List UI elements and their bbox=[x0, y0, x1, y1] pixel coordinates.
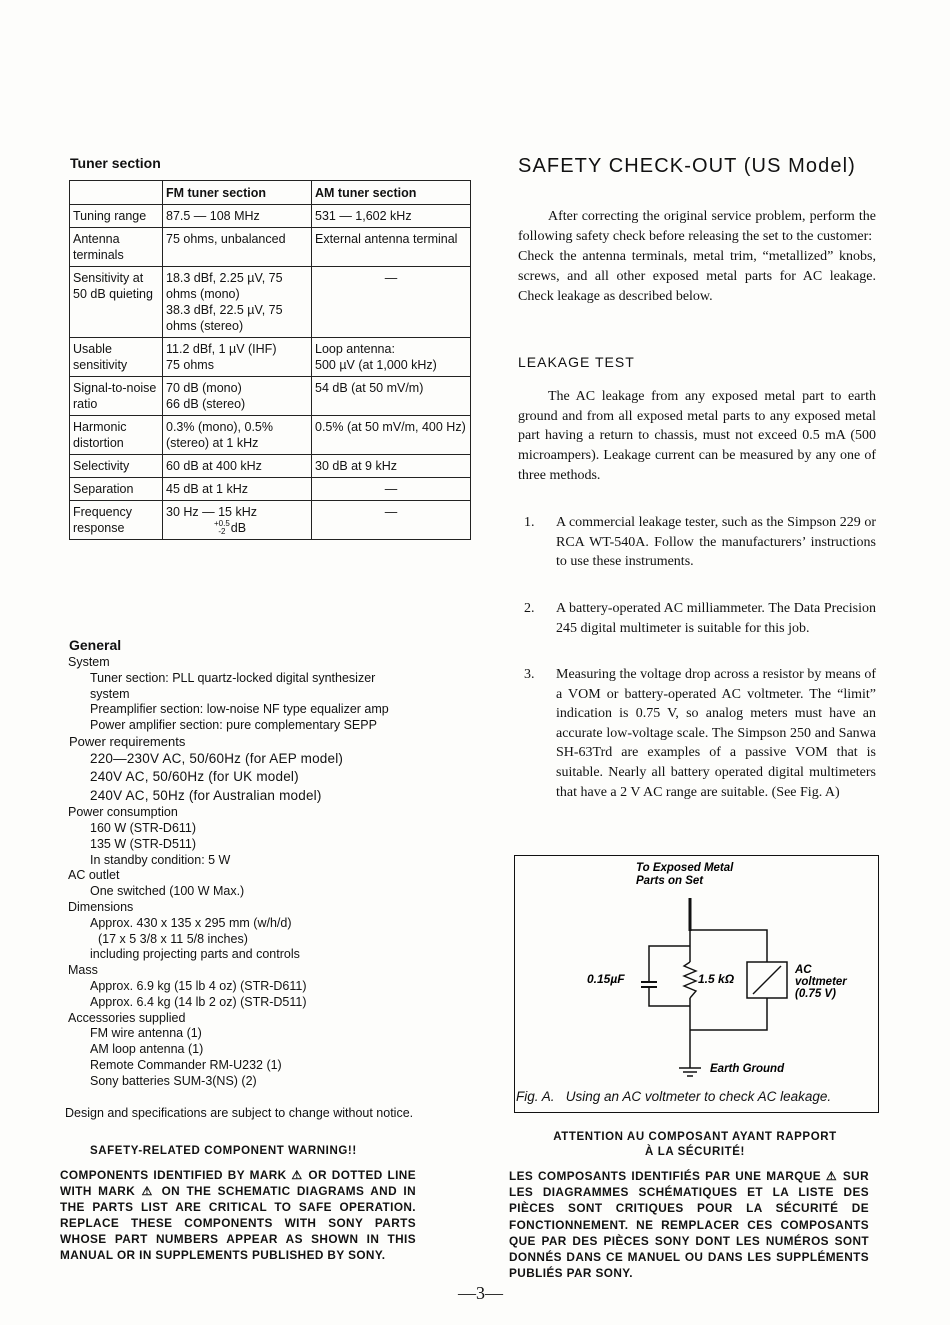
tolerance-unit: dB bbox=[230, 521, 247, 535]
ground-label: Earth Ground bbox=[710, 1063, 785, 1075]
tuner-spec-table bbox=[69, 180, 471, 540]
capacitor-wire-bottom bbox=[649, 987, 690, 1006]
table-row bbox=[70, 478, 471, 501]
meter-label-line2: voltmeter bbox=[795, 976, 847, 988]
spec-line: AM loop antenna (1) bbox=[90, 1042, 204, 1057]
spec-line: Tuner section: PLL quartz-locked digital synthesizer bbox=[90, 670, 376, 685]
am-value-cell: — bbox=[312, 478, 471, 501]
am-value-cell: 54 dB (at 50 mV/m) bbox=[312, 377, 471, 416]
tolerance-minus: -2 bbox=[218, 527, 226, 536]
spec-line: One switched (100 W Max.) bbox=[90, 884, 245, 899]
spec-line: AC outlet bbox=[68, 868, 120, 883]
am-value-cell: — bbox=[312, 501, 471, 540]
fm-value-cell: 0.3% (mono), 0.5% (stereo) at 1 kHz bbox=[163, 416, 312, 455]
fm-value-cell: 30 Hz — 15 kHz +0.5 -2 dB bbox=[163, 501, 312, 540]
spec-line: Accessories supplied bbox=[68, 1010, 186, 1025]
general-section-title: General bbox=[69, 637, 122, 653]
table-header-cell bbox=[70, 181, 163, 205]
am-value-cell: 0.5% (at 50 mV/m, 400 Hz) bbox=[312, 416, 471, 455]
attention-body: LES COMPOSANTS IDENTIFIÉS PAR UNE MARQUE ⚠ SUR LES DIAGRAMMES SCHÉMATIQUES ET LA LISTE DES PIÈCES SONT CRITIQUES POUR LA SÉCURITÉ DE FONCTIONNEMENT. NE REMPLACER CES COMPOSANTS QUE PAR DES PIÈCES SONY DONT LES NUMÉROS SONT DONNÉS DANS CE MANUEL OU DANS LES SUPPLÉMENTS PUBLIÉS PAR SONY. bbox=[509, 1169, 869, 1281]
table-header-cell: AM tuner section bbox=[312, 181, 471, 205]
tolerance-plus: +0.5 bbox=[214, 519, 230, 528]
fm-value-cell: 45 dB at 1 kHz bbox=[163, 478, 312, 501]
spec-line: System bbox=[68, 655, 110, 669]
table-body bbox=[70, 205, 471, 540]
tolerance-stack bbox=[214, 520, 230, 536]
row-label-cell: Selectivity bbox=[70, 455, 163, 478]
safety-warning-title: SAFETY-RELATED COMPONENT WARNING!! bbox=[90, 1145, 357, 1157]
spec-line: Power requirements bbox=[69, 733, 186, 749]
method-number: 3. bbox=[524, 667, 535, 682]
resistor-label: 1.5 kΩ bbox=[698, 972, 735, 986]
meter-label-line3: (0.75 V) bbox=[795, 988, 836, 1000]
method-number: 2. bbox=[524, 601, 535, 616]
method-number: 1. bbox=[524, 515, 535, 530]
leakage-circuit-diagram bbox=[515, 856, 878, 1112]
spec-line: 240V AC, 50Hz (for Australian model) bbox=[90, 787, 322, 803]
spec-line: Sony batteries SUM-3(NS) (2) bbox=[90, 1073, 257, 1088]
row-label-cell: Antenna terminals bbox=[70, 228, 163, 267]
spec-line: 160 W (STR-D611) bbox=[90, 821, 197, 836]
spec-line: In standby condition: 5 W bbox=[90, 852, 231, 867]
table-row bbox=[70, 416, 471, 455]
table-row bbox=[70, 455, 471, 478]
table-row bbox=[70, 338, 471, 377]
attention-title-line2: À LA SÉCURITÉ! bbox=[645, 1146, 745, 1158]
meter-wire-top bbox=[690, 930, 767, 962]
figure-caption bbox=[516, 1089, 831, 1104]
top-label-line2: Parts on Set bbox=[636, 875, 704, 887]
am-value-cell: External antenna terminal bbox=[312, 228, 471, 267]
attention-title bbox=[515, 1130, 875, 1160]
spec-line: FM wire antenna (1) bbox=[90, 1026, 202, 1041]
am-value-cell: 531 — 1,602 kHz bbox=[312, 205, 471, 228]
freq-tolerance bbox=[166, 520, 308, 536]
capacitor-label: 0.15µF bbox=[587, 972, 625, 986]
attention-title-line1: ATTENTION AU COMPOSANT AYANT RAPPORT bbox=[553, 1131, 837, 1143]
fm-value-cell: 70 dB (mono) 66 dB (stereo) bbox=[163, 377, 312, 416]
safety-checkout-title: SAFETY CHECK-OUT (US Model) bbox=[518, 155, 856, 177]
spec-line: Preamplifier section: low-noise NF type equalizer amp bbox=[90, 702, 389, 717]
fm-value-cell: 18.3 dBf, 2.25 µV, 75 ohms (mono) 38.3 dBf, 22.5 µV, 75 ohms (stereo) bbox=[163, 267, 312, 338]
tuner-section-title: Tuner section bbox=[70, 155, 161, 171]
top-label-line1: To Exposed Metal bbox=[636, 862, 734, 874]
fm-value-cell: 60 dB at 400 kHz bbox=[163, 455, 312, 478]
spec-line: 240V AC, 50/60Hz (for UK model) bbox=[90, 769, 299, 785]
row-label-cell: Separation bbox=[70, 478, 163, 501]
row-label-cell: Signal-to-noise ratio bbox=[70, 377, 163, 416]
leakage-test-title: LEAKAGE TEST bbox=[518, 354, 635, 370]
table-row bbox=[70, 228, 471, 267]
leakage-test-intro: The AC leakage from any exposed metal part to earth ground and from all exposed metal parts to any exposed metal part having a return to chassis, must not exceed 0.5 mA (500 microampers). Leakage current can be measured by any one of three methods. bbox=[518, 389, 876, 483]
spec-line: Approx. 6.4 kg (14 lb 2 oz) (STR-D511) bbox=[90, 994, 307, 1009]
spec-line: Power amplifier section: pure complementary SEPP bbox=[90, 718, 377, 733]
row-label-cell: Tuning range bbox=[70, 205, 163, 228]
am-value-cell: 30 dB at 9 kHz bbox=[312, 455, 471, 478]
row-label-cell: Sensitivity at 50 dB quieting bbox=[70, 267, 163, 338]
am-value-cell: Loop antenna: 500 µV (at 1,000 kHz) bbox=[312, 338, 471, 377]
safety-checkout-intro bbox=[518, 207, 876, 307]
figure-caption-text: Using an AC voltmeter to check AC leakage. bbox=[565, 1089, 832, 1104]
meter-label-line1: AC bbox=[795, 964, 812, 976]
page-number: —3— bbox=[458, 1283, 503, 1303]
method-text: A battery-operated AC milliammeter. The Data Precision 245 digital multimeter is suitable for this job. bbox=[556, 601, 876, 636]
safety-warning-body: COMPONENTS IDENTIFIED BY MARK ⚠ OR DOTTED LINE WITH MARK ⚠ ON THE SCHEMATIC DIAGRAMS AND IN THE PARTS LIST ARE CRITICAL TO SAFE OPERATION. REPLACE THESE COMPONENTS WITH SONY PARTS WHOSE PART NUMBERS APPEAR AS SHOWN IN THIS MANUAL OR IN SUPPLEMENTS PUBLISHED BY SONY. bbox=[60, 1168, 416, 1262]
spec-line: 220—230V AC, 50/60Hz (for AEP model) bbox=[90, 750, 344, 766]
table-row bbox=[70, 377, 471, 416]
row-label-cell: Harmonic distortion bbox=[70, 416, 163, 455]
table-row bbox=[70, 267, 471, 338]
method-item bbox=[518, 599, 876, 638]
method-text: A commercial leakage tester, such as the Simpson 229 or RCA WT-540A. Follow the manufacturers’ instructions to use these instruments. bbox=[556, 515, 876, 570]
method-item bbox=[518, 513, 876, 572]
design-note: Design and specifications are subject to change without notice. bbox=[65, 1106, 414, 1120]
am-value-cell: — bbox=[312, 267, 471, 338]
fm-value-cell: 87.5 — 108 MHz bbox=[163, 205, 312, 228]
fm-value-cell: 75 ohms, unbalanced bbox=[163, 228, 312, 267]
spec-line: system bbox=[90, 686, 130, 701]
spec-line: Approx. 6.9 kg (15 lb 4 oz) (STR-D611) bbox=[90, 979, 307, 994]
spec-line: Mass bbox=[68, 963, 98, 978]
intro-paragraph: After correcting the original service problem, perform the following safety check before releasing the set to the customer: bbox=[518, 209, 876, 244]
table-row bbox=[70, 205, 471, 228]
spec-line: Dimensions bbox=[68, 900, 134, 915]
figure-a-box bbox=[514, 855, 879, 1113]
table-row bbox=[70, 501, 471, 540]
meter-wire-bottom bbox=[690, 998, 767, 1030]
spec-line: including projecting parts and controls bbox=[90, 947, 300, 962]
voltmeter-needle bbox=[753, 966, 781, 994]
fm-value-cell: 11.2 dBf, 1 µV (IHF) 75 ohms bbox=[163, 338, 312, 377]
method-text: Measuring the voltage drop across a resistor by means of a VOM or battery-operated AC voltmeter. The “limit” indication is 0.75 V, so analog meters must have an accurate low-voltage scale. The Simpson 250 and Sanwa SH-63Trd are examples of a passive VOM that is suitable. Nearly all battery operated digital multimeters that have a 2 V AC range are suitable. (See Fig. A) bbox=[556, 667, 876, 800]
spec-line: Power consumption bbox=[68, 805, 178, 820]
method-item bbox=[518, 665, 876, 802]
row-label-cell: Usable sensitivity bbox=[70, 338, 163, 377]
row-label-cell: Frequency response bbox=[70, 501, 163, 540]
table-header-row bbox=[70, 181, 471, 205]
intro-paragraph: Check the antenna terminals, metal trim, “metallized” knobs, screws, and all other exposed metal parts for AC leakage. Check leakage as described below. bbox=[518, 249, 876, 304]
spec-line: 135 W (STR-D511) bbox=[90, 836, 197, 851]
figure-caption-id: Fig. A. bbox=[516, 1089, 555, 1104]
spec-line: (17 x 5 3/8 x 11 5/8 inches) bbox=[98, 931, 248, 946]
spec-line: Remote Commander RM-U232 (1) bbox=[90, 1058, 282, 1073]
general-spec-list bbox=[68, 655, 468, 1090]
table-header-cell: FM tuner section bbox=[163, 181, 312, 205]
spec-line: Approx. 430 x 135 x 295 mm (w/h/d) bbox=[90, 915, 292, 930]
